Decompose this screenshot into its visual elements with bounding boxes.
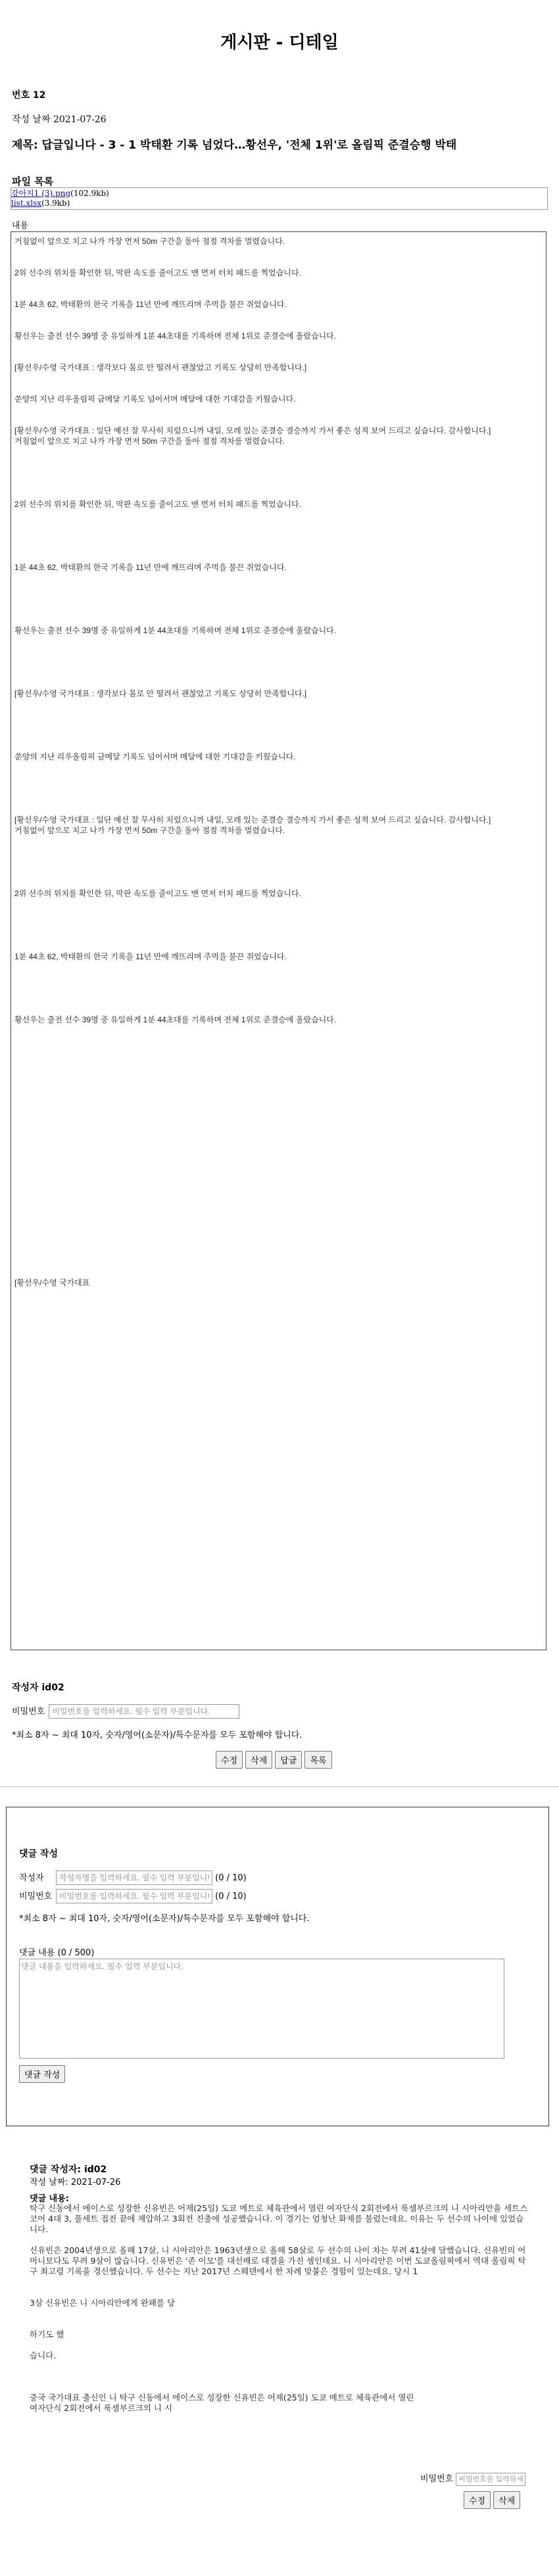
file-list	[11, 187, 548, 210]
content-blank-line	[14, 1109, 543, 1120]
comment-paragraph: 습니다.	[30, 2350, 57, 2360]
comment-password-row	[19, 1889, 247, 1903]
comment-actions	[464, 2491, 523, 2509]
comment-delete-button[interactable]: 삭제	[493, 2491, 520, 2509]
comment-password-label: 비밀번호	[420, 2474, 454, 2484]
content-blank-line	[14, 930, 543, 941]
password-label: 비밀번호	[12, 1707, 45, 1717]
content-blank-line	[14, 1246, 543, 1256]
content-blank-line	[14, 531, 543, 541]
content-blank-line	[14, 573, 543, 583]
file-link[interactable]: 강아지1 (3).png	[11, 189, 71, 198]
delete-button[interactable]: 삭제	[245, 1751, 272, 1769]
content-blank-line	[14, 1172, 543, 1183]
content-line: 거침없이 앞으로 치고 나가 가장 먼저 50m 구간을 돌아 점점 격차를 벌렸습니다.	[14, 237, 285, 246]
content-line: [황선우/수영 국가대표	[14, 1278, 90, 1287]
file-size: (3.9kb)	[41, 199, 70, 208]
content-blank-line	[14, 867, 543, 878]
content-blank-line	[14, 846, 543, 857]
content-blank-line	[14, 310, 543, 320]
content-blank-line	[14, 878, 543, 888]
post-writer: 작성자 id02	[12, 1682, 64, 1693]
content-blank-line	[14, 678, 543, 688]
content-blank-line	[14, 657, 543, 667]
content-blank-line	[14, 278, 543, 289]
content-blank-line	[14, 972, 543, 983]
content-blank-line	[14, 1225, 543, 1235]
content-blank-line	[14, 1036, 543, 1046]
password-input[interactable]	[49, 1704, 239, 1719]
content-blank-line	[14, 1088, 543, 1099]
files-heading: 파일 목록	[12, 176, 54, 187]
content-blank-line	[14, 836, 543, 846]
content-blank-line	[14, 741, 543, 751]
content-line: [황선우/수영 국가대표 : 일단 예선 잘 무사히 치렀으니까 내일, 모레 있는 준결승 결승까지 가서 좋은 성적 보여 드리고 싶습니다. 감사합니다.]	[14, 426, 491, 435]
content-blank-line	[14, 1193, 543, 1204]
comment-submit-button[interactable]: 댓글 작성	[19, 2065, 65, 2083]
content-blank-line	[14, 415, 543, 425]
post-content	[11, 231, 547, 1650]
content-blank-line	[14, 1151, 543, 1162]
file-item	[11, 189, 547, 199]
file-size: (102.9kb)	[70, 189, 109, 198]
content-blank-line	[14, 541, 543, 552]
content-blank-line	[14, 1183, 543, 1193]
password-hint: *최소 8자 ~ 최대 10자, 숫자/영어(소문자)/특수문자를 모두 포함해야 합니다.	[12, 1730, 303, 1740]
content-blank-line	[14, 489, 543, 499]
comment-password-input[interactable]	[56, 1889, 212, 1903]
comment-date: 작성 날짜: 2021-07-26	[30, 2178, 121, 2187]
post-date: 작성 날짜 2021-07-26	[12, 114, 107, 125]
comment-paragraph: 신유빈은 2004년생으로 올해 17살, 니 시아리안은 1963년생으로 올해 58살로 두 선수의 나이 차는 무려 41살에 달했습니다. 신유빈의 어머니보다도 무려 9살이 많습니다. 신유빈은 '존 이모'를 대선배로 대결을 가진 셈인데요. 니 시아리안은 이번 도쿄올림픽에서 역대 올림픽 탁구 최고령 기록을 경신했습니다. 두 선수는 지난 2017년 스웨덴에서 한 차례 맞붙은 경험이 있는데요. 당시 1	[30, 2245, 526, 2276]
post-subject: 제목: 답글입니다 - 3 - 1 박태환 기록 넘었다…황선우, '전체 1위'로 올림픽 준결승행 박태	[12, 139, 457, 152]
reply-button[interactable]: 답글	[275, 1751, 302, 1769]
file-item	[11, 199, 547, 208]
content-blank-line	[14, 457, 543, 467]
content-blank-line	[14, 804, 543, 815]
content-blank-line	[14, 373, 543, 383]
content-blank-line	[14, 1214, 543, 1225]
content-blank-line	[14, 962, 543, 972]
post-actions	[216, 1751, 335, 1769]
comment-body	[30, 2203, 529, 2414]
content-blank-line	[14, 1067, 543, 1078]
comment-content-heading: 댓글 내용:	[30, 2194, 69, 2204]
content-blank-line	[14, 467, 543, 478]
comment-writer-count: (0 / 10)	[215, 1873, 247, 1883]
content-blank-line	[14, 1120, 543, 1130]
content-line: [황선우/수영 국가대표 : 생각보다 몸로 안 떨려서 괜찮았고 기록도 상당히 만족합니다.]	[14, 363, 307, 372]
content-blank-line	[14, 1025, 543, 1036]
content-blank-line	[14, 909, 543, 920]
comment-paragraph: 하기도 했	[30, 2329, 64, 2339]
content-blank-line	[14, 247, 543, 257]
comment-form	[6, 1807, 549, 2126]
content-blank-line	[14, 478, 543, 489]
content-blank-line	[14, 552, 543, 562]
comment-form-heading: 댓글 작성	[19, 1849, 58, 1859]
content-blank-line	[14, 857, 543, 867]
post-number: 번호 12	[12, 90, 46, 101]
comment-content-input[interactable]	[19, 1959, 504, 2059]
content-blank-line	[14, 709, 543, 720]
content-blank-line	[14, 1256, 543, 1267]
comment-paragraph: 중국 국가대표 출신인 니 탁구 신동에서 에이스로 성장한 신유빈은 어제(25일) 도쿄 메트로 체육관에서 열린 여자단식 2회전에서 룩셈부르크의 니 시	[30, 2393, 414, 2413]
content-blank-line	[14, 636, 543, 646]
content-blank-line	[14, 583, 543, 594]
content-blank-line	[14, 1141, 543, 1151]
content-line: 황선우는 출전 선수 39명 중 유일하게 1분 44초대를 기록하며 전체 1위로 준결승에 올랐습니다.	[14, 626, 337, 635]
comment-password-row	[420, 2471, 525, 2486]
content-blank-line	[14, 1004, 543, 1014]
content-blank-line	[14, 1078, 543, 1088]
content-blank-line	[14, 699, 543, 709]
content-blank-line	[14, 446, 543, 457]
content-blank-line	[14, 341, 543, 352]
content-blank-line	[14, 941, 543, 951]
content-label: 내용	[12, 221, 29, 231]
divider	[0, 1786, 559, 1787]
comment-writer: 댓글 작성자: id02	[30, 2164, 107, 2175]
content-blank-line	[14, 383, 543, 394]
content-blank-line	[14, 783, 543, 794]
content-blank-line	[14, 762, 543, 773]
content-blank-line	[14, 773, 543, 783]
content-line: [황선우/수영 국가대표 : 일단 예선 잘 무사히 치렀으니까 내일, 모레 있는 준결승 결승까지 가서 좋은 성적 보여 드리고 싶습니다. 감사합니다.]	[14, 815, 491, 824]
content-blank-line	[14, 646, 543, 657]
comment-password-label: 비밀번호	[19, 1892, 53, 1901]
comment-content-label: 댓글 내용 (0 / 500)	[19, 1948, 95, 1958]
content-blank-line	[14, 320, 543, 331]
content-blank-line	[14, 983, 543, 993]
page-title: 게시판 - 디테일	[220, 33, 339, 53]
content-blank-line	[14, 920, 543, 930]
comment-password-hint: *최소 8자 ~ 최대 10자, 숫자/영어(소문자)/특수문자를 모두 포함해야 합니다.	[19, 1914, 310, 1924]
content-blank-line	[14, 289, 543, 299]
edit-button[interactable]: 수정	[216, 1751, 243, 1769]
comment-paragraph: 탁구 신동에서 에이스로 성장한 신유빈은 어제(25일) 도쿄 메트로 체육관에서 열린 여자단식 2회전에서 룩셈부르크의 니 시아리안을 세트스코어 4대 3, 풀세트 접전 끝에 제압하고 3회전 진출에 성공했습니다. 이 경기는 엄청난 화제를 불렀는데요. 이유는 두 선수의 나이에 있었습니다.	[30, 2203, 528, 2234]
comment-password-count: (0 / 10)	[215, 1892, 247, 1901]
content-blank-line	[14, 1099, 543, 1109]
comment-writer-input[interactable]	[56, 1871, 212, 1885]
content-blank-line	[14, 352, 543, 362]
content-blank-line	[14, 667, 543, 678]
content-blank-line	[14, 720, 543, 730]
content-blank-line	[14, 1130, 543, 1141]
comment-writer-row	[19, 1871, 247, 1885]
content-blank-line	[14, 1267, 543, 1277]
content-blank-line	[14, 1046, 543, 1057]
content-line: 1분 44초 62, 박태환의 한국 기록을 11년 만에 깨뜨리며 주먹을 불끈 쥐었습니다.	[14, 563, 287, 572]
content-blank-line	[14, 615, 543, 625]
content-blank-line	[14, 510, 543, 520]
content-blank-line	[14, 257, 543, 268]
content-blank-line	[14, 520, 543, 531]
content-blank-line	[14, 1204, 543, 1214]
list-button[interactable]: 목록	[304, 1751, 331, 1769]
comment-edit-button[interactable]: 수정	[464, 2491, 491, 2509]
content-line: 황선우는 출전 선수 39명 중 유일하게 1분 44초대를 기록하며 전체 1위로 준결승에 올랐습니다.	[14, 331, 337, 341]
content-line: 쑨양의 지난 리우올림픽 금메달 기록도 넘어서며 메달에 대한 기대감을 키웠습니다.	[14, 752, 296, 761]
content-line: 1분 44초 62, 박태환의 한국 기록을 11년 만에 깨뜨리며 주먹을 불끈 쥐었습니다.	[14, 300, 287, 309]
content-blank-line	[14, 604, 543, 615]
comment-writer-label: 작성자	[19, 1873, 44, 1883]
content-line: 거침없이 앞으로 치고 나가 가장 먼저 50m 구간을 돌아 점점 격차를 벌렸습니다.	[14, 437, 285, 446]
content-blank-line	[14, 794, 543, 804]
comment-password-input[interactable]	[456, 2473, 525, 2486]
password-row	[12, 1704, 239, 1719]
content-blank-line	[14, 1235, 543, 1246]
content-blank-line	[14, 1162, 543, 1172]
content-line: 거침없이 앞으로 치고 나가 가장 먼저 50m 구간을 돌아 점점 격차를 벌렸습니다.	[14, 826, 285, 835]
content-line: 2위 선수의 위치를 확인한 뒤, 막판 속도를 줄이고도 맨 먼저 터치 패드를 찍었습니다.	[14, 268, 301, 277]
content-blank-line	[14, 404, 543, 415]
content-line: 황선우는 출전 선수 39명 중 유일하게 1분 44초대를 기록하며 전체 1위로 준결승에 올랐습니다.	[14, 1015, 337, 1024]
content-blank-line	[14, 594, 543, 604]
content-blank-line	[14, 899, 543, 909]
content-line: [황선우/수영 국가대표 : 생각보다 몸로 안 떨려서 괜찮았고 기록도 상당히 만족합니다.]	[14, 689, 307, 698]
content-line: 1분 44초 62, 박태환의 한국 기록을 11년 만에 깨뜨리며 주먹을 불끈 쥐었습니다.	[14, 952, 287, 961]
content-blank-line	[14, 993, 543, 1004]
content-blank-line	[14, 730, 543, 741]
content-line: 쑨양의 지난 리우올림픽 금메달 기록도 넘어서며 메달에 대한 기대감을 키웠습니다.	[14, 394, 296, 404]
content-blank-line	[14, 1057, 543, 1067]
comment-paragraph: 3살 신유빈은 니 시아리안에게 완패를 당	[30, 2298, 176, 2308]
file-link[interactable]: list.xlsx	[11, 199, 42, 208]
content-line: 2위 선수의 위치를 확인한 뒤, 막판 속도를 줄이고도 맨 먼저 터치 패드를 찍었습니다.	[14, 500, 301, 509]
content-line: 2위 선수의 위치를 확인한 뒤, 막판 속도를 줄이고도 맨 먼저 터치 패드를 찍었습니다.	[14, 889, 301, 898]
